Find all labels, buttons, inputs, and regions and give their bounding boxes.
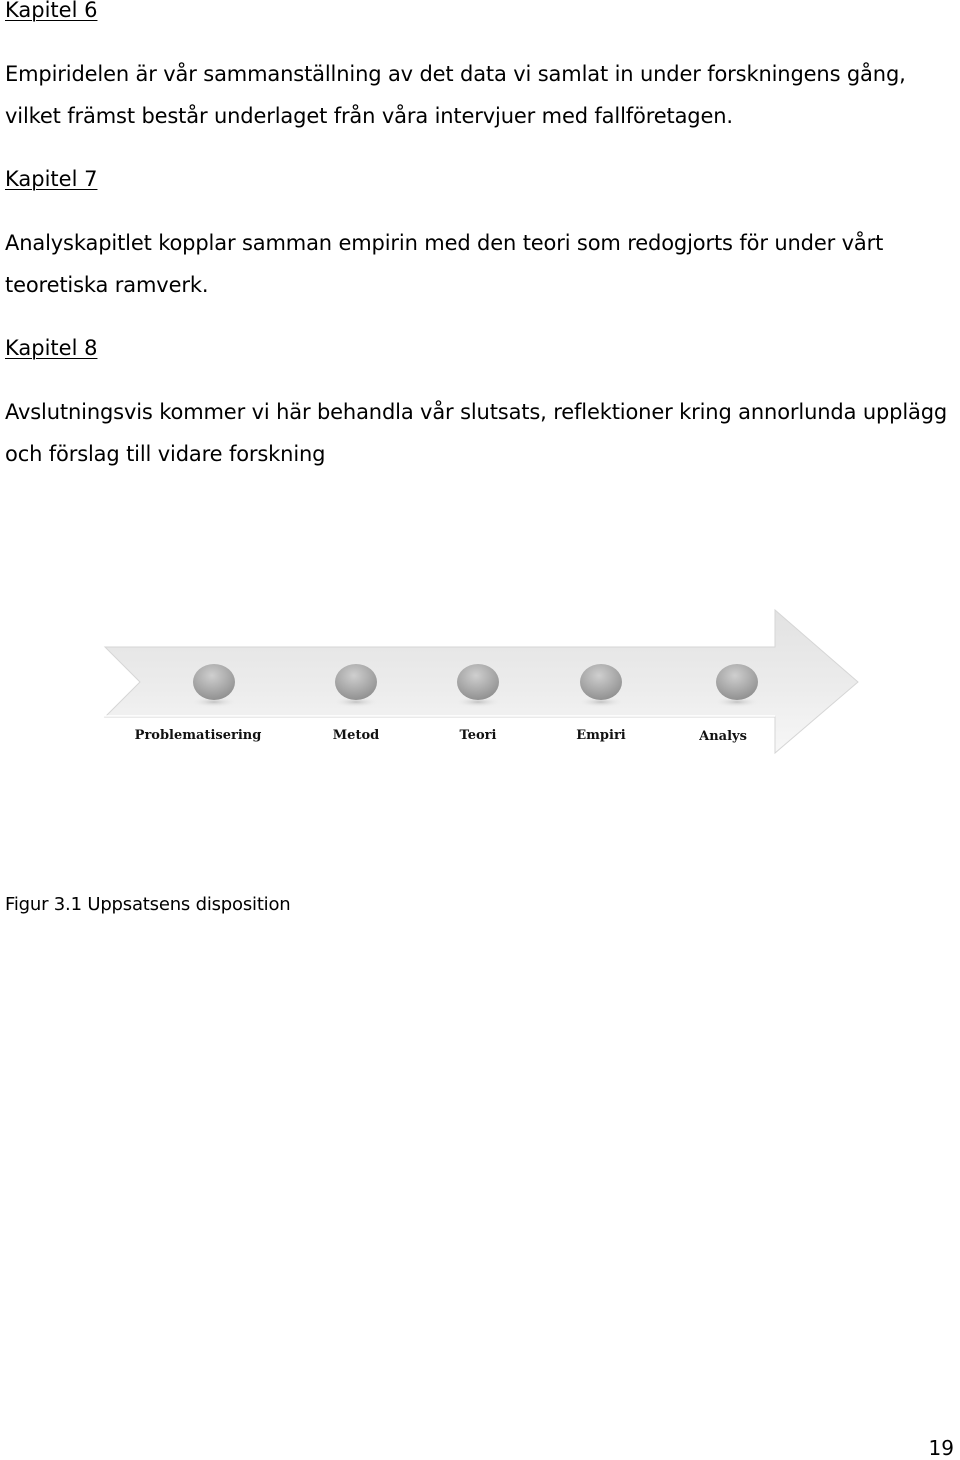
chapter-8-heading: Kapitel 8	[5, 336, 98, 360]
chapter-8-text: Avslutningsvis kommer vi här behandla vår slutsats, reflektioner kring annorlunda upplägg och förslag till vidare forskning	[5, 400, 948, 466]
stage-empiri	[576, 664, 626, 743]
chapter-6-text: Empiridelen är vår sammanställning av det data vi samlat in under forskningens gång, vilket främst består underlaget från våra intervjuer med fallföretagen.	[5, 62, 906, 128]
stage-label: Metod	[332, 728, 380, 743]
chapter-7-text: Analyskapitlet kopplar samman empirin med den teori som redogjorts för under vårt teoretiska ramverk.	[5, 231, 884, 297]
stage-dot	[580, 664, 622, 700]
stage-metod	[333, 664, 379, 743]
stage-label: Empiri	[576, 728, 626, 743]
figure-caption: Figur 3.1 Uppsatsens disposition	[5, 894, 291, 915]
stage-dot	[335, 664, 377, 700]
stage-label: Teori	[459, 728, 497, 743]
page-number: 19	[928, 1436, 954, 1460]
stage-label: Problematisering	[134, 728, 262, 743]
disposition-arrow-figure	[100, 605, 865, 755]
stage-dot	[193, 664, 235, 700]
stage-dot	[716, 664, 758, 700]
stage-teori	[456, 664, 500, 743]
stage-dot	[457, 664, 499, 700]
chapter-6-heading: Kapitel 6	[5, 0, 98, 22]
chapter-7-heading: Kapitel 7	[5, 167, 98, 191]
stage-label: Analys	[699, 729, 747, 744]
